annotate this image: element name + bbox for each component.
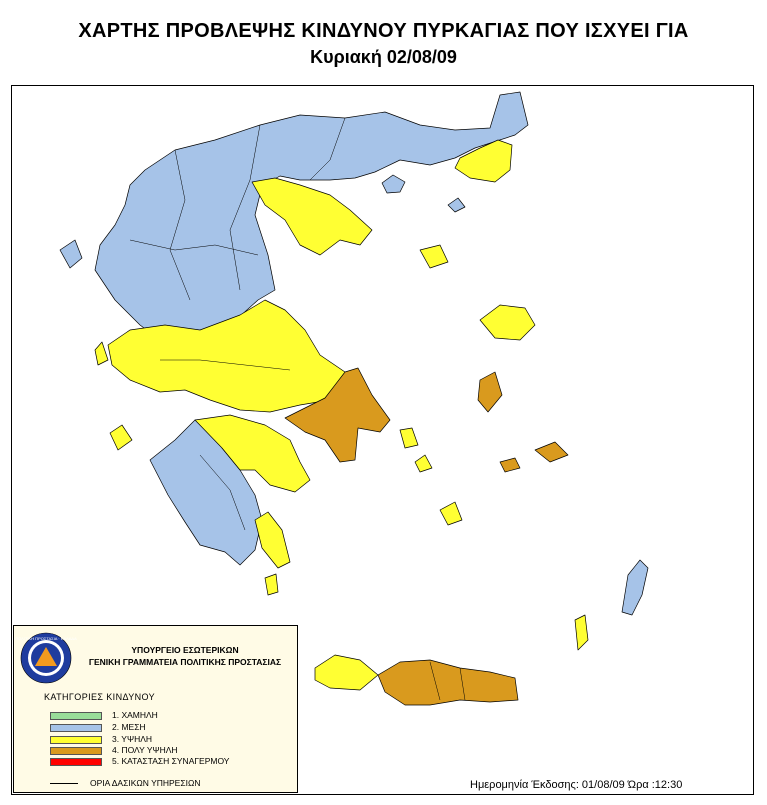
- legend-item-medium: [50, 723, 146, 732]
- island-paros: [415, 455, 432, 472]
- legend-label-high: 3. ΥΨΗΛΗ: [112, 734, 153, 744]
- island-lemnos: [420, 245, 448, 268]
- legend-label-medium: 2. ΜΕΣΗ: [112, 722, 146, 732]
- ministry-line1: ΥΠΟΥΡΓΕΙΟ ΕΣΩΤΕΡΙΚΩΝ: [131, 645, 239, 655]
- forecast-date: Κυριακή 02/08/09: [310, 47, 457, 67]
- svg-text:ΠΟΛΙΤΙΚΗ ΠΡΟΣΤΑΣΙΑ · ΕΛΛΑΔΑ: ΠΟΛΙΤΙΚΗ ΠΡΟΣΤΑΣΙΑ · ΕΛΛΑΔΑ: [15, 636, 77, 641]
- swatch-high: [50, 736, 102, 744]
- island-andros: [400, 428, 418, 448]
- legend-label-low: 1. ΧΑΜΗΛΗ: [112, 710, 158, 720]
- island-karpathos: [575, 615, 588, 650]
- swatch-low: [50, 712, 102, 720]
- categories-title: ΚΑΤΗΓΟΡΙΕΣ ΚΙΝΔΥΝΟΥ: [44, 692, 156, 702]
- legend-box: [13, 625, 298, 793]
- island-chios: [478, 372, 502, 412]
- ministry-line2: ΓΕΝΙΚΗ ΓΡΑΜΜΑΤΕΙΑ ΠΟΛΙΤΙΚΗΣ ΠΡΟΣΤΑΣΙΑΣ: [88, 657, 282, 667]
- island-corfu: [95, 342, 108, 365]
- island-thasos: [382, 175, 405, 193]
- map-title: ΧΑΡΤΗΣ ΠΡΟΒΛΕΨΗΣ ΚΙΝΔΥΝΟΥ ΠΥΡΚΑΓΙΑΣ ΠΟΥ ΙΣΧΥΕΙ ΓΙΑ: [78, 20, 689, 42]
- island-samos: [535, 442, 568, 462]
- region-chalkidiki: [252, 178, 372, 255]
- region-laconia: [255, 512, 290, 568]
- island-naxos: [440, 502, 462, 525]
- legend-label-very-high: 4. ΠΟΛΥ ΥΨΗΛΗ: [112, 745, 178, 755]
- legend-label-alert: 5. ΚΑΤΑΣΤΑΣΗ ΣΥΝΑΓΕΡΜΟΥ: [112, 756, 230, 766]
- issue-date: Ημερομηνία Έκδοσης: 01/08/09 Ώρα :12:30: [470, 779, 683, 791]
- island-ionian-north: [60, 240, 82, 268]
- island-ikaria: [500, 458, 520, 472]
- legend-item-high: [50, 735, 152, 744]
- island-samothrace: [448, 198, 465, 212]
- swatch-very-high: [50, 747, 102, 755]
- swatch-medium: [50, 724, 102, 732]
- legend-item-alert: [50, 757, 229, 766]
- legend-border-item: [50, 778, 200, 788]
- island-rhodes: [622, 560, 648, 615]
- legend-item-low: [50, 711, 158, 720]
- legend-border-label: ΟΡΙΑ ΔΑΣΙΚΩΝ ΥΠΗΡΕΣΙΩΝ: [90, 778, 201, 788]
- island-crete-west: [315, 655, 378, 690]
- swatch-alert: [50, 758, 102, 766]
- island-cephalonia: [110, 425, 132, 450]
- island-lesvos: [480, 305, 535, 340]
- island-kythira: [265, 574, 278, 595]
- ministry-text: [76, 644, 294, 668]
- island-crete-east: [378, 660, 518, 705]
- civil-protection-emblem-icon: [15, 632, 77, 684]
- border-line-icon: [50, 783, 78, 784]
- legend-item-very-high: [50, 746, 178, 755]
